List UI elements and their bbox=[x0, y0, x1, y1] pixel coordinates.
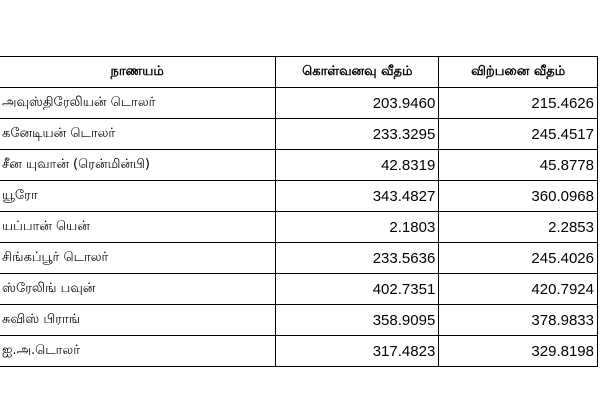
table-header-row bbox=[0, 57, 598, 88]
selling-rate: 215.4626 bbox=[439, 88, 598, 119]
table-row bbox=[0, 212, 598, 243]
currency-name: ஸ்ரேலிங் பவுன் bbox=[0, 274, 276, 305]
table-row bbox=[0, 150, 598, 181]
selling-rate: 245.4026 bbox=[439, 243, 598, 274]
selling-rate: 378.9833 bbox=[439, 305, 598, 336]
currency-name: சுவிஸ் பிராங் bbox=[0, 305, 276, 336]
selling-rate: 245.4517 bbox=[439, 119, 598, 150]
header-currency: நாணயம் bbox=[0, 57, 276, 88]
currency-name: கனேடியன் டொலர் bbox=[0, 119, 276, 150]
buying-rate: 358.9095 bbox=[276, 305, 439, 336]
selling-rate: 329.8198 bbox=[439, 336, 598, 367]
buying-rate: 343.4827 bbox=[276, 181, 439, 212]
table-row bbox=[0, 181, 598, 212]
table-row bbox=[0, 119, 598, 150]
buying-rate: 42.8319 bbox=[276, 150, 439, 181]
currency-name: அவுஸ்திரேலியன் டொலர் bbox=[0, 88, 276, 119]
buying-rate: 203.9460 bbox=[276, 88, 439, 119]
table-row bbox=[0, 336, 598, 367]
selling-rate: 420.7924 bbox=[439, 274, 598, 305]
table-row bbox=[0, 274, 598, 305]
selling-rate: 2.2853 bbox=[439, 212, 598, 243]
buying-rate: 402.7351 bbox=[276, 274, 439, 305]
currency-name: சிங்கப்பூர் டொலர் bbox=[0, 243, 276, 274]
currency-name: ஐ.அ.டொலர் bbox=[0, 336, 276, 367]
header-buying-rate: கொள்வனவு வீதம் bbox=[276, 57, 439, 88]
table-row bbox=[0, 305, 598, 336]
currency-name: யப்பான் யென் bbox=[0, 212, 276, 243]
selling-rate: 45.8778 bbox=[439, 150, 598, 181]
buying-rate: 317.4823 bbox=[276, 336, 439, 367]
table-row bbox=[0, 243, 598, 274]
selling-rate: 360.0968 bbox=[439, 181, 598, 212]
buying-rate: 233.3295 bbox=[276, 119, 439, 150]
table-row bbox=[0, 88, 598, 119]
currency-name: சீன யுவான் (ரென்மின்பி) bbox=[0, 150, 276, 181]
header-selling-rate: விற்பனை வீதம் bbox=[439, 57, 598, 88]
exchange-rate-table bbox=[0, 56, 598, 367]
buying-rate: 2.1803 bbox=[276, 212, 439, 243]
buying-rate: 233.5636 bbox=[276, 243, 439, 274]
currency-name: யூரோ bbox=[0, 181, 276, 212]
